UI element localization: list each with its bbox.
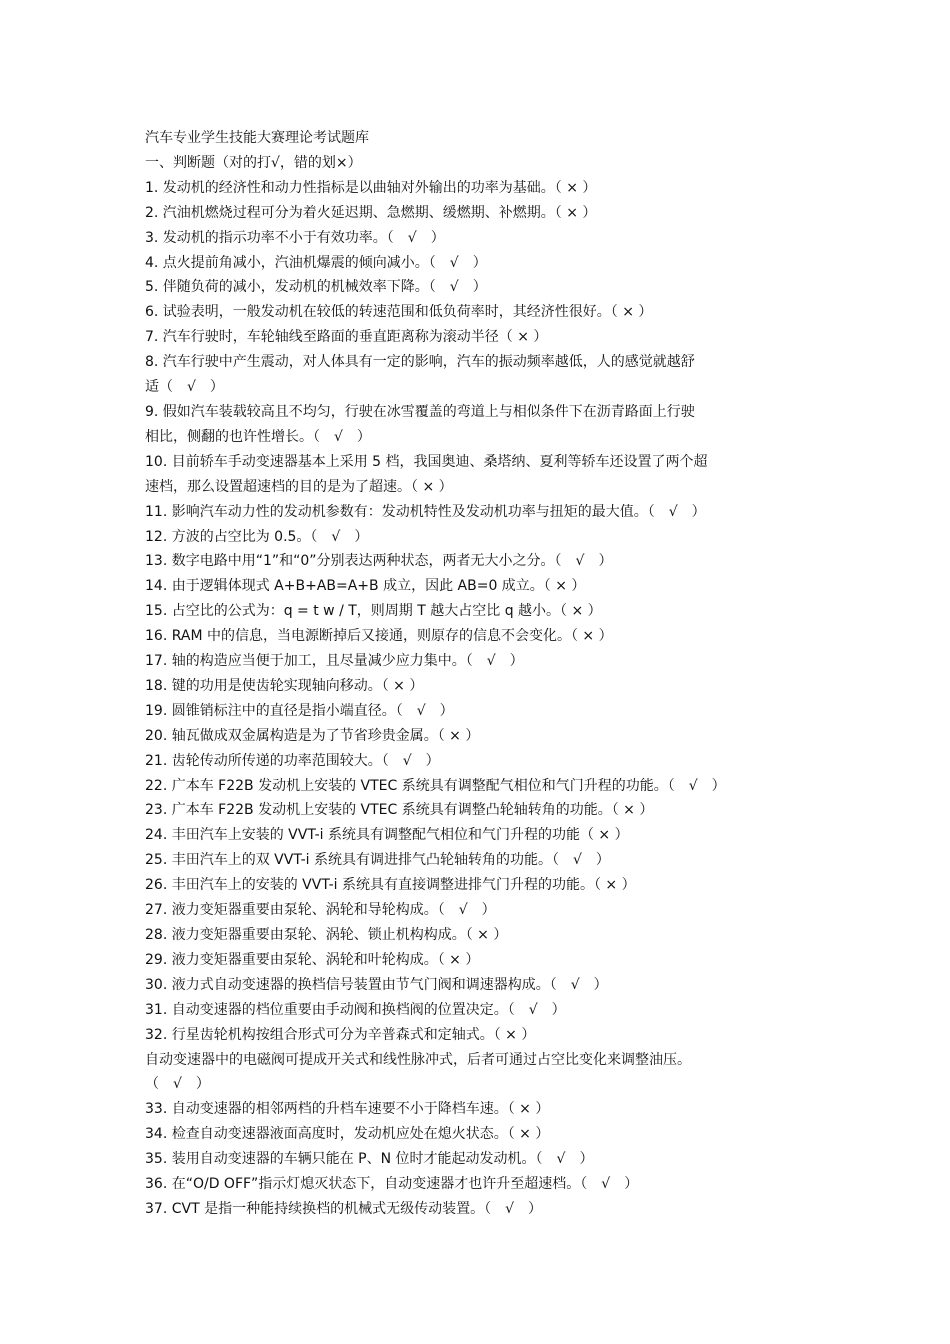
question-line: 30. 液力式自动变速器的换档信号装置由节气门阀和调速器构成。（ √ ） [145,976,608,993]
question-line: 5. 伴随负荷的减小，发动机的机械效率下降。（ √ ） [145,279,487,296]
question-line: 8. 汽车行驶中产生震动，对人体具有一定的影响，汽车的振动频率越低，人的感觉就越舒 [145,354,695,371]
document-page [145,126,825,1222]
question-line: 14. 由于逻辑体现式 A+B+AB=A+B 成立，因此 AB=0 成立。（ × ） [145,578,586,595]
question-line: 27. 液力变矩器重要由泵轮、涡轮和导轮构成。（ √ ） [145,902,496,919]
question-line: 33. 自动变速器的相邻两档的升档车速要不小于降档车速。（ × ） [145,1101,550,1118]
question-line: 9. 假如汽车装载较高且不均匀，行驶在冰雪覆盖的弯道上与相似条件下在沥青路面上行驶 [145,403,695,420]
question-list [145,176,825,1222]
question-line: 22. 广本车 F22B 发动机上安装的 VTEC 系统具有调整配气相位和气门升程的功能。（ √ ） [145,777,726,794]
question-line: 6. 试验表明，一般发动机在较低的转速范围和低负荷率时，其经济性很好。（ × ） [145,304,653,321]
section-heading: 一、判断题（对的打√，错的划×） [145,154,362,171]
question-line: 2. 汽油机燃烧过程可分为着火延迟期、急燃期、缓燃期、补燃期。（ × ） [145,204,597,221]
question-line: 34. 检查自动变速器液面高度时，发动机应处在熄火状态。（ × ） [145,1126,550,1143]
question-line: 29. 液力变矩器重要由泵轮、涡轮和叶轮构成。（ × ） [145,951,480,968]
question-line: 32. 行星齿轮机构按组合形式可分为辛普森式和定轴式。（ × ） [145,1026,536,1043]
question-line: 37. CVT 是指一种能持续换档的机械式无级传动装置。（ √ ） [145,1200,542,1217]
question-line: 自动变速器中的电磁阀可提成开关式和线性脉冲式，后者可通过占空比变化来调整油压。 [145,1051,691,1068]
question-line: 11. 影响汽车动力性的发动机参数有：发动机特性及发动机功率与扭矩的最大值。（ √ ） [145,503,706,520]
question-line: 35. 装用自动变速器的车辆只能在 P、N 位时才能起动发动机。（ √ ） [145,1151,594,1168]
question-line: 36. 在“O/D OFF”指示灯熄灭状态下，自动变速器才也许升至超速档。（ √ ） [145,1176,639,1193]
question-line: 4. 点火提前角减小，汽油机爆震的倾向减小。（ √ ） [145,254,487,271]
question-line: 10. 目前轿车手动变速器基本上采用 5 档，我国奥迪、桑塔纳、夏利等轿车还设置了两个超 [145,453,708,470]
question-line: 适（ √ ） [145,379,224,396]
question-line: 31. 自动变速器的档位重要由手动阀和换档阀的位置决定。（ √ ） [145,1001,566,1018]
question-line: 7. 汽车行驶时，车轮轴线至路面的垂直距离称为滚动半径（ × ） [145,329,548,346]
question-line: 23. 广本车 F22B 发动机上安装的 VTEC 系统具有调整凸轮轴转角的功能。（ × ） [145,802,654,819]
question-line: 25. 丰田汽车上的双 VVT-i 系统具有调进排气凸轮轴转角的功能。（ √ ） [145,852,610,869]
question-line: 15. 占空比的公式为：q = t w / T，则周期 T 越大占空比 q 越小。（ × ） [145,603,602,620]
question-line: 28. 液力变矩器重要由泵轮、涡轮、锁止机构构成。（ × ） [145,927,508,943]
question-line: 24. 丰田汽车上安装的 VVT-i 系统具有调整配气相位和气门升程的功能（ × ） [145,827,629,844]
question-line: 19. 圆锥销标注中的直径是指小端直径。（ √ ） [145,702,454,719]
question-line: 20. 轴瓦做成双金属构造是为了节省珍贵金属。（ × ） [145,727,480,744]
question-line: 16. RAM 中的信息，当电源断掉后又接通，则原存的信息不会变化。（ × ） [145,628,613,645]
question-line: 相比，侧翻的也许性增长。（ √ ） [145,428,371,445]
document-title: 汽车专业学生技能大赛理论考试题库 [145,130,369,146]
question-line: 12. 方波的占空比为 0.5。（ √ ） [145,528,369,545]
question-line: 3. 发动机的指示功率不小于有效功率。（ √ ） [145,229,445,246]
question-line: 速档，那么设置超速档的目的是为了超速。（ × ） [145,478,453,495]
question-line: 13. 数字电路中用“1”和“0”分别表达两种状态，两者无大小之分。（ √ ） [145,553,613,570]
question-line: 21. 齿轮传动所传递的功率范围较大。（ √ ） [145,752,440,769]
question-line: （ √ ） [145,1076,210,1093]
question-line: 18. 键的功用是使齿轮实现轴向移动。（ × ） [145,677,424,694]
question-line: 1. 发动机的经济性和动力性指标是以曲轴对外输出的功率为基础。（ × ） [145,179,597,196]
question-line: 26. 丰田汽车上的安装的 VVT-i 系统具有直接调整进排气门升程的功能。（ × ） [145,877,636,894]
question-line: 17. 轴的构造应当便于加工，且尽量减少应力集中。（ √ ） [145,653,524,670]
